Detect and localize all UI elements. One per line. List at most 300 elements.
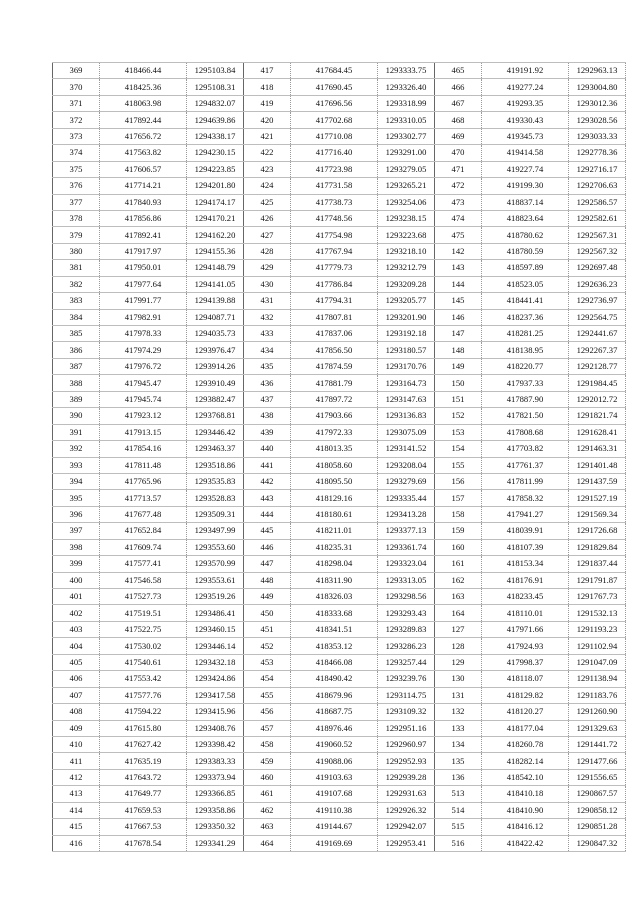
x-coordinate-cell: 417913.15 — [100, 424, 187, 440]
x-coordinate-cell: 417976.72 — [100, 358, 187, 374]
x-coordinate-cell: 418687.75 — [291, 704, 378, 720]
x-coordinate-cell: 417808.68 — [482, 424, 569, 440]
table-row — [53, 769, 626, 785]
y-coordinate-cell: 1293528.83 — [187, 490, 244, 506]
x-coordinate-cell: 417807.81 — [291, 309, 378, 325]
x-coordinate-cell: 418282.14 — [482, 753, 569, 769]
y-coordinate-cell: 1291102.94 — [569, 638, 626, 654]
point-number-cell: 161 — [435, 556, 482, 572]
y-coordinate-cell: 1293004.80 — [569, 79, 626, 95]
y-coordinate-cell: 1290851.28 — [569, 819, 626, 835]
point-number-cell: 128 — [435, 638, 482, 654]
point-number-cell: 441 — [244, 457, 291, 473]
y-coordinate-cell: 1294035.73 — [187, 326, 244, 342]
table-row — [53, 95, 626, 111]
y-coordinate-cell: 1291463.31 — [569, 441, 626, 457]
y-coordinate-cell: 1291821.74 — [569, 408, 626, 424]
y-coordinate-cell: 1293028.56 — [569, 112, 626, 128]
y-coordinate-cell: 1291329.63 — [569, 720, 626, 736]
point-number-cell: 418 — [244, 79, 291, 95]
x-coordinate-cell: 418679.96 — [291, 687, 378, 703]
table-row — [53, 753, 626, 769]
point-number-cell: 377 — [53, 194, 100, 210]
x-coordinate-cell: 417703.82 — [482, 441, 569, 457]
x-coordinate-cell: 417945.47 — [100, 375, 187, 391]
y-coordinate-cell: 1293012.36 — [569, 95, 626, 111]
point-number-cell: 156 — [435, 473, 482, 489]
point-number-cell: 403 — [53, 621, 100, 637]
point-number-cell: 454 — [244, 671, 291, 687]
point-number-cell: 164 — [435, 605, 482, 621]
x-coordinate-cell: 417978.33 — [100, 326, 187, 342]
y-coordinate-cell: 1293570.99 — [187, 556, 244, 572]
x-coordinate-cell: 418013.35 — [291, 441, 378, 457]
point-number-cell: 378 — [53, 210, 100, 226]
x-coordinate-cell: 417937.33 — [482, 375, 569, 391]
point-number-cell: 393 — [53, 457, 100, 473]
x-coordinate-cell: 419103.63 — [291, 769, 378, 785]
point-number-cell: 420 — [244, 112, 291, 128]
y-coordinate-cell: 1291437.59 — [569, 473, 626, 489]
point-number-cell: 409 — [53, 720, 100, 736]
x-coordinate-cell: 417887.90 — [482, 391, 569, 407]
y-coordinate-cell: 1293424.86 — [187, 671, 244, 687]
x-coordinate-cell: 417577.76 — [100, 687, 187, 703]
y-coordinate-cell: 1291837.44 — [569, 556, 626, 572]
table-row — [53, 112, 626, 128]
table-row — [53, 161, 626, 177]
y-coordinate-cell: 1293553.60 — [187, 539, 244, 555]
y-coordinate-cell: 1293212.79 — [378, 260, 435, 276]
y-coordinate-cell: 1293114.75 — [378, 687, 435, 703]
point-number-cell: 391 — [53, 424, 100, 440]
y-coordinate-cell: 1293239.76 — [378, 671, 435, 687]
x-coordinate-cell: 419191.92 — [482, 63, 569, 79]
x-coordinate-cell: 417917.97 — [100, 243, 187, 259]
x-coordinate-cell: 419293.35 — [482, 95, 569, 111]
x-coordinate-cell: 418129.82 — [482, 687, 569, 703]
x-coordinate-cell: 417767.94 — [291, 243, 378, 259]
x-coordinate-cell: 418237.36 — [482, 309, 569, 325]
point-number-cell: 430 — [244, 276, 291, 292]
point-number-cell: 449 — [244, 589, 291, 605]
point-number-cell: 134 — [435, 736, 482, 752]
y-coordinate-cell: 1293358.86 — [187, 802, 244, 818]
point-number-cell: 453 — [244, 654, 291, 670]
y-coordinate-cell: 1293326.40 — [378, 79, 435, 95]
y-coordinate-cell: 1292636.23 — [569, 276, 626, 292]
x-coordinate-cell: 418176.91 — [482, 572, 569, 588]
y-coordinate-cell: 1293192.18 — [378, 326, 435, 342]
point-number-cell: 374 — [53, 145, 100, 161]
x-coordinate-cell: 417716.40 — [291, 145, 378, 161]
point-number-cell: 392 — [53, 441, 100, 457]
y-coordinate-cell: 1293323.04 — [378, 556, 435, 572]
x-coordinate-cell: 417982.91 — [100, 309, 187, 325]
y-coordinate-cell: 1292567.31 — [569, 227, 626, 243]
x-coordinate-cell: 419345.73 — [482, 128, 569, 144]
x-coordinate-cell: 418120.27 — [482, 704, 569, 720]
x-coordinate-cell: 419227.74 — [482, 161, 569, 177]
x-coordinate-cell: 418063.98 — [100, 95, 187, 111]
table-row — [53, 572, 626, 588]
x-coordinate-cell: 418039.91 — [482, 523, 569, 539]
y-coordinate-cell: 1293033.33 — [569, 128, 626, 144]
table-row — [53, 441, 626, 457]
table-row — [53, 227, 626, 243]
x-coordinate-cell: 419088.06 — [291, 753, 378, 769]
point-number-cell: 457 — [244, 720, 291, 736]
point-number-cell: 371 — [53, 95, 100, 111]
x-coordinate-cell: 418823.64 — [482, 210, 569, 226]
y-coordinate-cell: 1293446.14 — [187, 638, 244, 654]
point-number-cell: 399 — [53, 556, 100, 572]
y-coordinate-cell: 1292778.36 — [569, 145, 626, 161]
x-coordinate-cell: 417779.73 — [291, 260, 378, 276]
x-coordinate-cell: 417519.51 — [100, 605, 187, 621]
y-coordinate-cell: 1292926.32 — [378, 802, 435, 818]
y-coordinate-cell: 1293136.83 — [378, 408, 435, 424]
point-number-cell: 475 — [435, 227, 482, 243]
x-coordinate-cell: 418422.42 — [482, 835, 569, 851]
point-number-cell: 375 — [53, 161, 100, 177]
x-coordinate-cell: 419414.58 — [482, 145, 569, 161]
y-coordinate-cell: 1293341.29 — [187, 835, 244, 851]
y-coordinate-cell: 1293289.83 — [378, 621, 435, 637]
x-coordinate-cell: 418138.95 — [482, 342, 569, 358]
x-coordinate-cell: 417714.21 — [100, 178, 187, 194]
y-coordinate-cell: 1293768.81 — [187, 408, 244, 424]
table-row — [53, 145, 626, 161]
table-row — [53, 539, 626, 555]
x-coordinate-cell: 419169.69 — [291, 835, 378, 851]
x-coordinate-cell: 419330.43 — [482, 112, 569, 128]
point-number-cell: 153 — [435, 424, 482, 440]
x-coordinate-cell: 418211.01 — [291, 523, 378, 539]
point-number-cell: 473 — [435, 194, 482, 210]
y-coordinate-cell: 1291183.76 — [569, 687, 626, 703]
x-coordinate-cell: 417881.79 — [291, 375, 378, 391]
x-coordinate-cell: 417684.45 — [291, 63, 378, 79]
point-number-cell: 425 — [244, 194, 291, 210]
y-coordinate-cell: 1292564.75 — [569, 309, 626, 325]
point-number-cell: 154 — [435, 441, 482, 457]
point-number-cell: 388 — [53, 375, 100, 391]
x-coordinate-cell: 417677.48 — [100, 506, 187, 522]
y-coordinate-cell: 1293463.37 — [187, 441, 244, 457]
x-coordinate-cell: 417794.31 — [291, 293, 378, 309]
x-coordinate-cell: 418153.34 — [482, 556, 569, 572]
point-number-cell: 147 — [435, 326, 482, 342]
point-number-cell: 458 — [244, 736, 291, 752]
point-number-cell: 426 — [244, 210, 291, 226]
y-coordinate-cell: 1294139.88 — [187, 293, 244, 309]
x-coordinate-cell: 417892.41 — [100, 227, 187, 243]
table-row — [53, 802, 626, 818]
x-coordinate-cell: 418220.77 — [482, 358, 569, 374]
table-row — [53, 342, 626, 358]
y-coordinate-cell: 1292952.93 — [378, 753, 435, 769]
x-coordinate-cell: 417754.98 — [291, 227, 378, 243]
y-coordinate-cell: 1293519.26 — [187, 589, 244, 605]
x-coordinate-cell: 417924.93 — [482, 638, 569, 654]
point-number-cell: 513 — [435, 786, 482, 802]
point-number-cell: 424 — [244, 178, 291, 194]
x-coordinate-cell: 417678.54 — [100, 835, 187, 851]
x-coordinate-cell: 418466.44 — [100, 63, 187, 79]
x-coordinate-cell: 417643.72 — [100, 769, 187, 785]
point-number-cell: 135 — [435, 753, 482, 769]
table-row — [53, 473, 626, 489]
point-number-cell: 451 — [244, 621, 291, 637]
point-number-cell: 398 — [53, 539, 100, 555]
point-number-cell: 429 — [244, 260, 291, 276]
x-coordinate-cell: 418129.16 — [291, 490, 378, 506]
y-coordinate-cell: 1293298.56 — [378, 589, 435, 605]
y-coordinate-cell: 1293075.09 — [378, 424, 435, 440]
point-number-cell: 464 — [244, 835, 291, 851]
x-coordinate-cell: 418107.39 — [482, 539, 569, 555]
table-row — [53, 720, 626, 736]
x-coordinate-cell: 418523.05 — [482, 276, 569, 292]
table-row — [53, 276, 626, 292]
point-number-cell: 439 — [244, 424, 291, 440]
y-coordinate-cell: 1293238.15 — [378, 210, 435, 226]
y-coordinate-cell: 1293201.90 — [378, 309, 435, 325]
y-coordinate-cell: 1293383.33 — [187, 753, 244, 769]
table-row — [53, 490, 626, 506]
x-coordinate-cell: 418542.10 — [482, 769, 569, 785]
point-number-cell: 463 — [244, 819, 291, 835]
point-number-cell: 461 — [244, 786, 291, 802]
x-coordinate-cell: 417856.86 — [100, 210, 187, 226]
y-coordinate-cell: 1293460.15 — [187, 621, 244, 637]
x-coordinate-cell: 417923.12 — [100, 408, 187, 424]
x-coordinate-cell: 418597.89 — [482, 260, 569, 276]
y-coordinate-cell: 1292128.77 — [569, 358, 626, 374]
y-coordinate-cell: 1293509.31 — [187, 506, 244, 522]
y-coordinate-cell: 1290847.32 — [569, 835, 626, 851]
point-number-cell: 452 — [244, 638, 291, 654]
point-number-cell: 389 — [53, 391, 100, 407]
point-number-cell: 400 — [53, 572, 100, 588]
point-number-cell: 459 — [244, 753, 291, 769]
point-number-cell: 376 — [53, 178, 100, 194]
x-coordinate-cell: 417972.33 — [291, 424, 378, 440]
y-coordinate-cell: 1293333.75 — [378, 63, 435, 79]
x-coordinate-cell: 418235.31 — [291, 539, 378, 555]
y-coordinate-cell: 1293976.47 — [187, 342, 244, 358]
y-coordinate-cell: 1293313.05 — [378, 572, 435, 588]
y-coordinate-cell: 1292706.63 — [569, 178, 626, 194]
x-coordinate-cell: 417615.80 — [100, 720, 187, 736]
point-number-cell: 145 — [435, 293, 482, 309]
x-coordinate-cell: 417874.59 — [291, 358, 378, 374]
table-body — [53, 63, 626, 852]
x-coordinate-cell: 417635.19 — [100, 753, 187, 769]
y-coordinate-cell: 1290867.57 — [569, 786, 626, 802]
x-coordinate-cell: 418260.78 — [482, 736, 569, 752]
table-row — [53, 704, 626, 720]
point-number-cell: 405 — [53, 654, 100, 670]
x-coordinate-cell: 417892.44 — [100, 112, 187, 128]
point-number-cell: 434 — [244, 342, 291, 358]
point-number-cell: 163 — [435, 589, 482, 605]
table-row — [53, 835, 626, 851]
x-coordinate-cell: 418837.14 — [482, 194, 569, 210]
y-coordinate-cell: 1292697.48 — [569, 260, 626, 276]
x-coordinate-cell: 417713.57 — [100, 490, 187, 506]
point-number-cell: 443 — [244, 490, 291, 506]
y-coordinate-cell: 1293286.23 — [378, 638, 435, 654]
point-number-cell: 127 — [435, 621, 482, 637]
x-coordinate-cell: 417998.37 — [482, 654, 569, 670]
point-number-cell: 514 — [435, 802, 482, 818]
x-coordinate-cell: 418466.08 — [291, 654, 378, 670]
point-number-cell: 151 — [435, 391, 482, 407]
y-coordinate-cell: 1293209.28 — [378, 276, 435, 292]
y-coordinate-cell: 1293361.74 — [378, 539, 435, 555]
point-number-cell: 472 — [435, 178, 482, 194]
x-coordinate-cell: 417656.72 — [100, 128, 187, 144]
table-row — [53, 457, 626, 473]
y-coordinate-cell: 1294338.17 — [187, 128, 244, 144]
x-coordinate-cell: 417821.50 — [482, 408, 569, 424]
x-coordinate-cell: 418341.51 — [291, 621, 378, 637]
point-number-cell: 384 — [53, 309, 100, 325]
x-coordinate-cell: 418410.18 — [482, 786, 569, 802]
table-row — [53, 128, 626, 144]
x-coordinate-cell: 418058.60 — [291, 457, 378, 473]
y-coordinate-cell: 1294201.80 — [187, 178, 244, 194]
point-number-cell: 474 — [435, 210, 482, 226]
point-number-cell: 385 — [53, 326, 100, 342]
point-number-cell: 414 — [53, 802, 100, 818]
point-number-cell: 159 — [435, 523, 482, 539]
y-coordinate-cell: 1292939.28 — [378, 769, 435, 785]
point-number-cell: 130 — [435, 671, 482, 687]
y-coordinate-cell: 1291791.87 — [569, 572, 626, 588]
y-coordinate-cell: 1293293.43 — [378, 605, 435, 621]
point-number-cell: 411 — [53, 753, 100, 769]
point-number-cell: 462 — [244, 802, 291, 818]
coordinate-table — [52, 62, 626, 852]
x-coordinate-cell: 417563.82 — [100, 145, 187, 161]
point-number-cell: 406 — [53, 671, 100, 687]
y-coordinate-cell: 1293208.04 — [378, 457, 435, 473]
y-coordinate-cell: 1294639.86 — [187, 112, 244, 128]
y-coordinate-cell: 1291477.66 — [569, 753, 626, 769]
point-number-cell: 401 — [53, 589, 100, 605]
x-coordinate-cell: 418118.07 — [482, 671, 569, 687]
y-coordinate-cell: 1293254.06 — [378, 194, 435, 210]
table-row — [53, 605, 626, 621]
table-row — [53, 424, 626, 440]
y-coordinate-cell: 1291260.90 — [569, 704, 626, 720]
point-number-cell: 431 — [244, 293, 291, 309]
point-number-cell: 160 — [435, 539, 482, 555]
y-coordinate-cell: 1291569.34 — [569, 506, 626, 522]
y-coordinate-cell: 1291726.68 — [569, 523, 626, 539]
y-coordinate-cell: 1292960.97 — [378, 736, 435, 752]
point-number-cell: 455 — [244, 687, 291, 703]
x-coordinate-cell: 417748.56 — [291, 210, 378, 226]
point-number-cell: 149 — [435, 358, 482, 374]
point-number-cell: 402 — [53, 605, 100, 621]
x-coordinate-cell: 417553.42 — [100, 671, 187, 687]
point-number-cell: 381 — [53, 260, 100, 276]
point-number-cell: 428 — [244, 243, 291, 259]
x-coordinate-cell: 417840.93 — [100, 194, 187, 210]
table-row — [53, 391, 626, 407]
x-coordinate-cell: 417522.75 — [100, 621, 187, 637]
y-coordinate-cell: 1295108.31 — [187, 79, 244, 95]
y-coordinate-cell: 1292963.13 — [569, 63, 626, 79]
point-number-cell: 435 — [244, 358, 291, 374]
x-coordinate-cell: 417710.08 — [291, 128, 378, 144]
x-coordinate-cell: 417765.96 — [100, 473, 187, 489]
table-row — [53, 638, 626, 654]
y-coordinate-cell: 1294832.07 — [187, 95, 244, 111]
x-coordinate-cell: 417659.53 — [100, 802, 187, 818]
x-coordinate-cell: 417897.72 — [291, 391, 378, 407]
table-row — [53, 260, 626, 276]
x-coordinate-cell: 417723.98 — [291, 161, 378, 177]
x-coordinate-cell: 417991.77 — [100, 293, 187, 309]
x-coordinate-cell: 417546.58 — [100, 572, 187, 588]
y-coordinate-cell: 1292951.16 — [378, 720, 435, 736]
point-number-cell: 444 — [244, 506, 291, 522]
point-number-cell: 131 — [435, 687, 482, 703]
x-coordinate-cell: 418353.12 — [291, 638, 378, 654]
point-number-cell: 469 — [435, 128, 482, 144]
y-coordinate-cell: 1291527.19 — [569, 490, 626, 506]
table-row — [53, 326, 626, 342]
point-number-cell: 144 — [435, 276, 482, 292]
point-number-cell: 387 — [53, 358, 100, 374]
y-coordinate-cell: 1293366.85 — [187, 786, 244, 802]
point-number-cell: 382 — [53, 276, 100, 292]
point-number-cell: 157 — [435, 490, 482, 506]
y-coordinate-cell: 1291138.94 — [569, 671, 626, 687]
point-number-cell: 394 — [53, 473, 100, 489]
x-coordinate-cell: 418110.01 — [482, 605, 569, 621]
point-number-cell: 162 — [435, 572, 482, 588]
y-coordinate-cell: 1294162.20 — [187, 227, 244, 243]
x-coordinate-cell: 417854.16 — [100, 441, 187, 457]
point-number-cell: 146 — [435, 309, 482, 325]
x-coordinate-cell: 417856.50 — [291, 342, 378, 358]
y-coordinate-cell: 1292953.41 — [378, 835, 435, 851]
point-number-cell: 379 — [53, 227, 100, 243]
y-coordinate-cell: 1293318.99 — [378, 95, 435, 111]
point-number-cell: 148 — [435, 342, 482, 358]
x-coordinate-cell: 419277.24 — [482, 79, 569, 95]
table-row — [53, 63, 626, 79]
x-coordinate-cell: 419199.30 — [482, 178, 569, 194]
y-coordinate-cell: 1293350.32 — [187, 819, 244, 835]
point-number-cell: 417 — [244, 63, 291, 79]
point-number-cell: 412 — [53, 769, 100, 785]
point-number-cell: 407 — [53, 687, 100, 703]
y-coordinate-cell: 1293223.68 — [378, 227, 435, 243]
point-number-cell: 133 — [435, 720, 482, 736]
point-number-cell: 404 — [53, 638, 100, 654]
x-coordinate-cell: 417577.41 — [100, 556, 187, 572]
y-coordinate-cell: 1293415.96 — [187, 704, 244, 720]
table-row — [53, 79, 626, 95]
y-coordinate-cell: 1291556.65 — [569, 769, 626, 785]
